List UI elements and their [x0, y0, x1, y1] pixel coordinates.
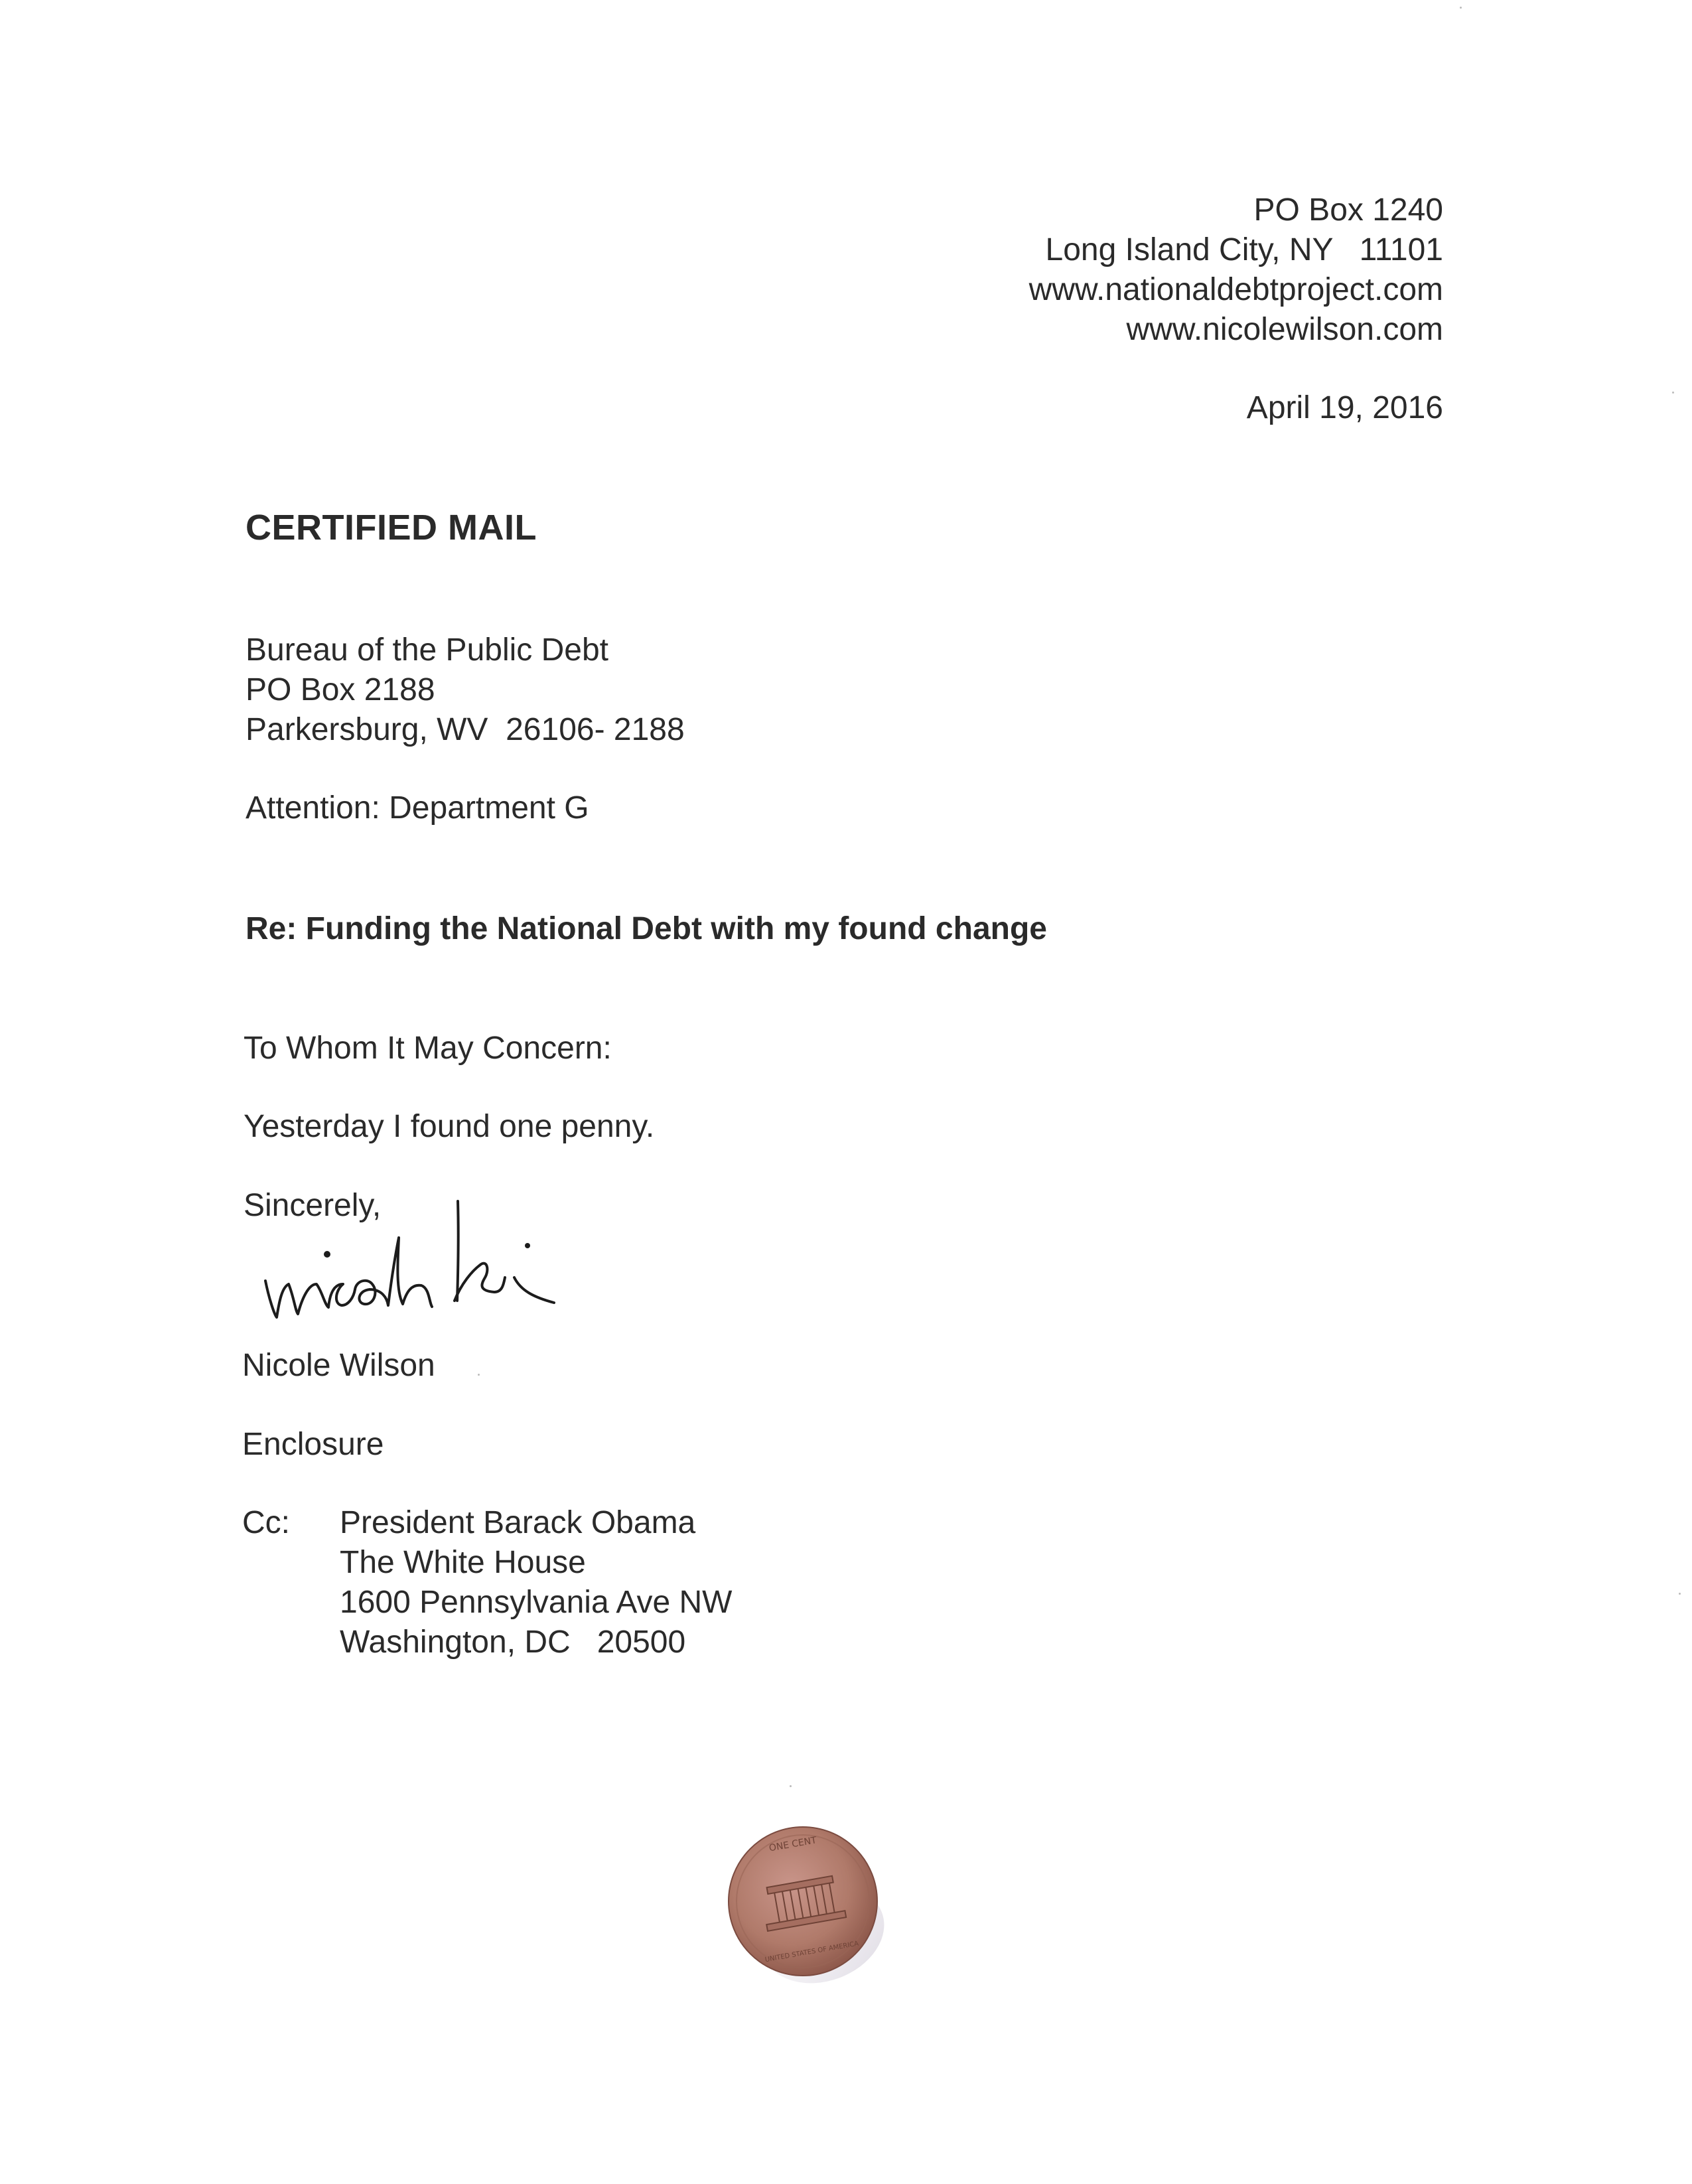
recipient-name: Bureau of the Public Debt	[246, 632, 609, 668]
recipient-city-state-zip: Parkersburg, WV 26106- 2188	[246, 712, 685, 747]
sender-website-1: www.nationaldebtproject.com	[1028, 272, 1443, 307]
sender-po-box: PO Box 1240	[1253, 192, 1443, 228]
letter-date: April 19, 2016	[1246, 390, 1443, 425]
signer-name: Nicole Wilson	[242, 1348, 435, 1383]
salutation: To Whom It May Concern:	[244, 1031, 612, 1066]
svg-text:UNITED STATES OF AMERICA: UNITED STATES OF AMERICA	[764, 1940, 859, 1964]
penny-coin-image	[723, 1818, 889, 1998]
svg-text:ONE CENT: ONE CENT	[768, 1835, 817, 1854]
subject-line: Re: Funding the National Debt with my found change	[246, 911, 1047, 946]
recipient-attention: Attention: Department G	[246, 790, 589, 826]
cc-line-2: The White House	[340, 1545, 586, 1580]
cc-line-1: President Barack Obama	[340, 1505, 696, 1540]
sender-website-2: www.nicolewilson.com	[1126, 312, 1443, 347]
cc-line-4: Washington, DC 20500	[340, 1625, 686, 1660]
cc-line-3: 1600 Pennsylvania Ave NW	[340, 1585, 733, 1620]
enclosure-note: Enclosure	[242, 1427, 384, 1462]
sender-city-state-zip: Long Island City, NY 11101	[1045, 232, 1443, 267]
delivery-method-title: CERTIFIED MAIL	[246, 508, 537, 547]
closing: Sincerely,	[244, 1188, 382, 1223]
body-paragraph: Yesterday I found one penny.	[244, 1109, 655, 1144]
cc-label: Cc:	[242, 1505, 290, 1540]
recipient-po-box: PO Box 2188	[246, 672, 435, 707]
handwritten-signature	[255, 1185, 567, 1337]
